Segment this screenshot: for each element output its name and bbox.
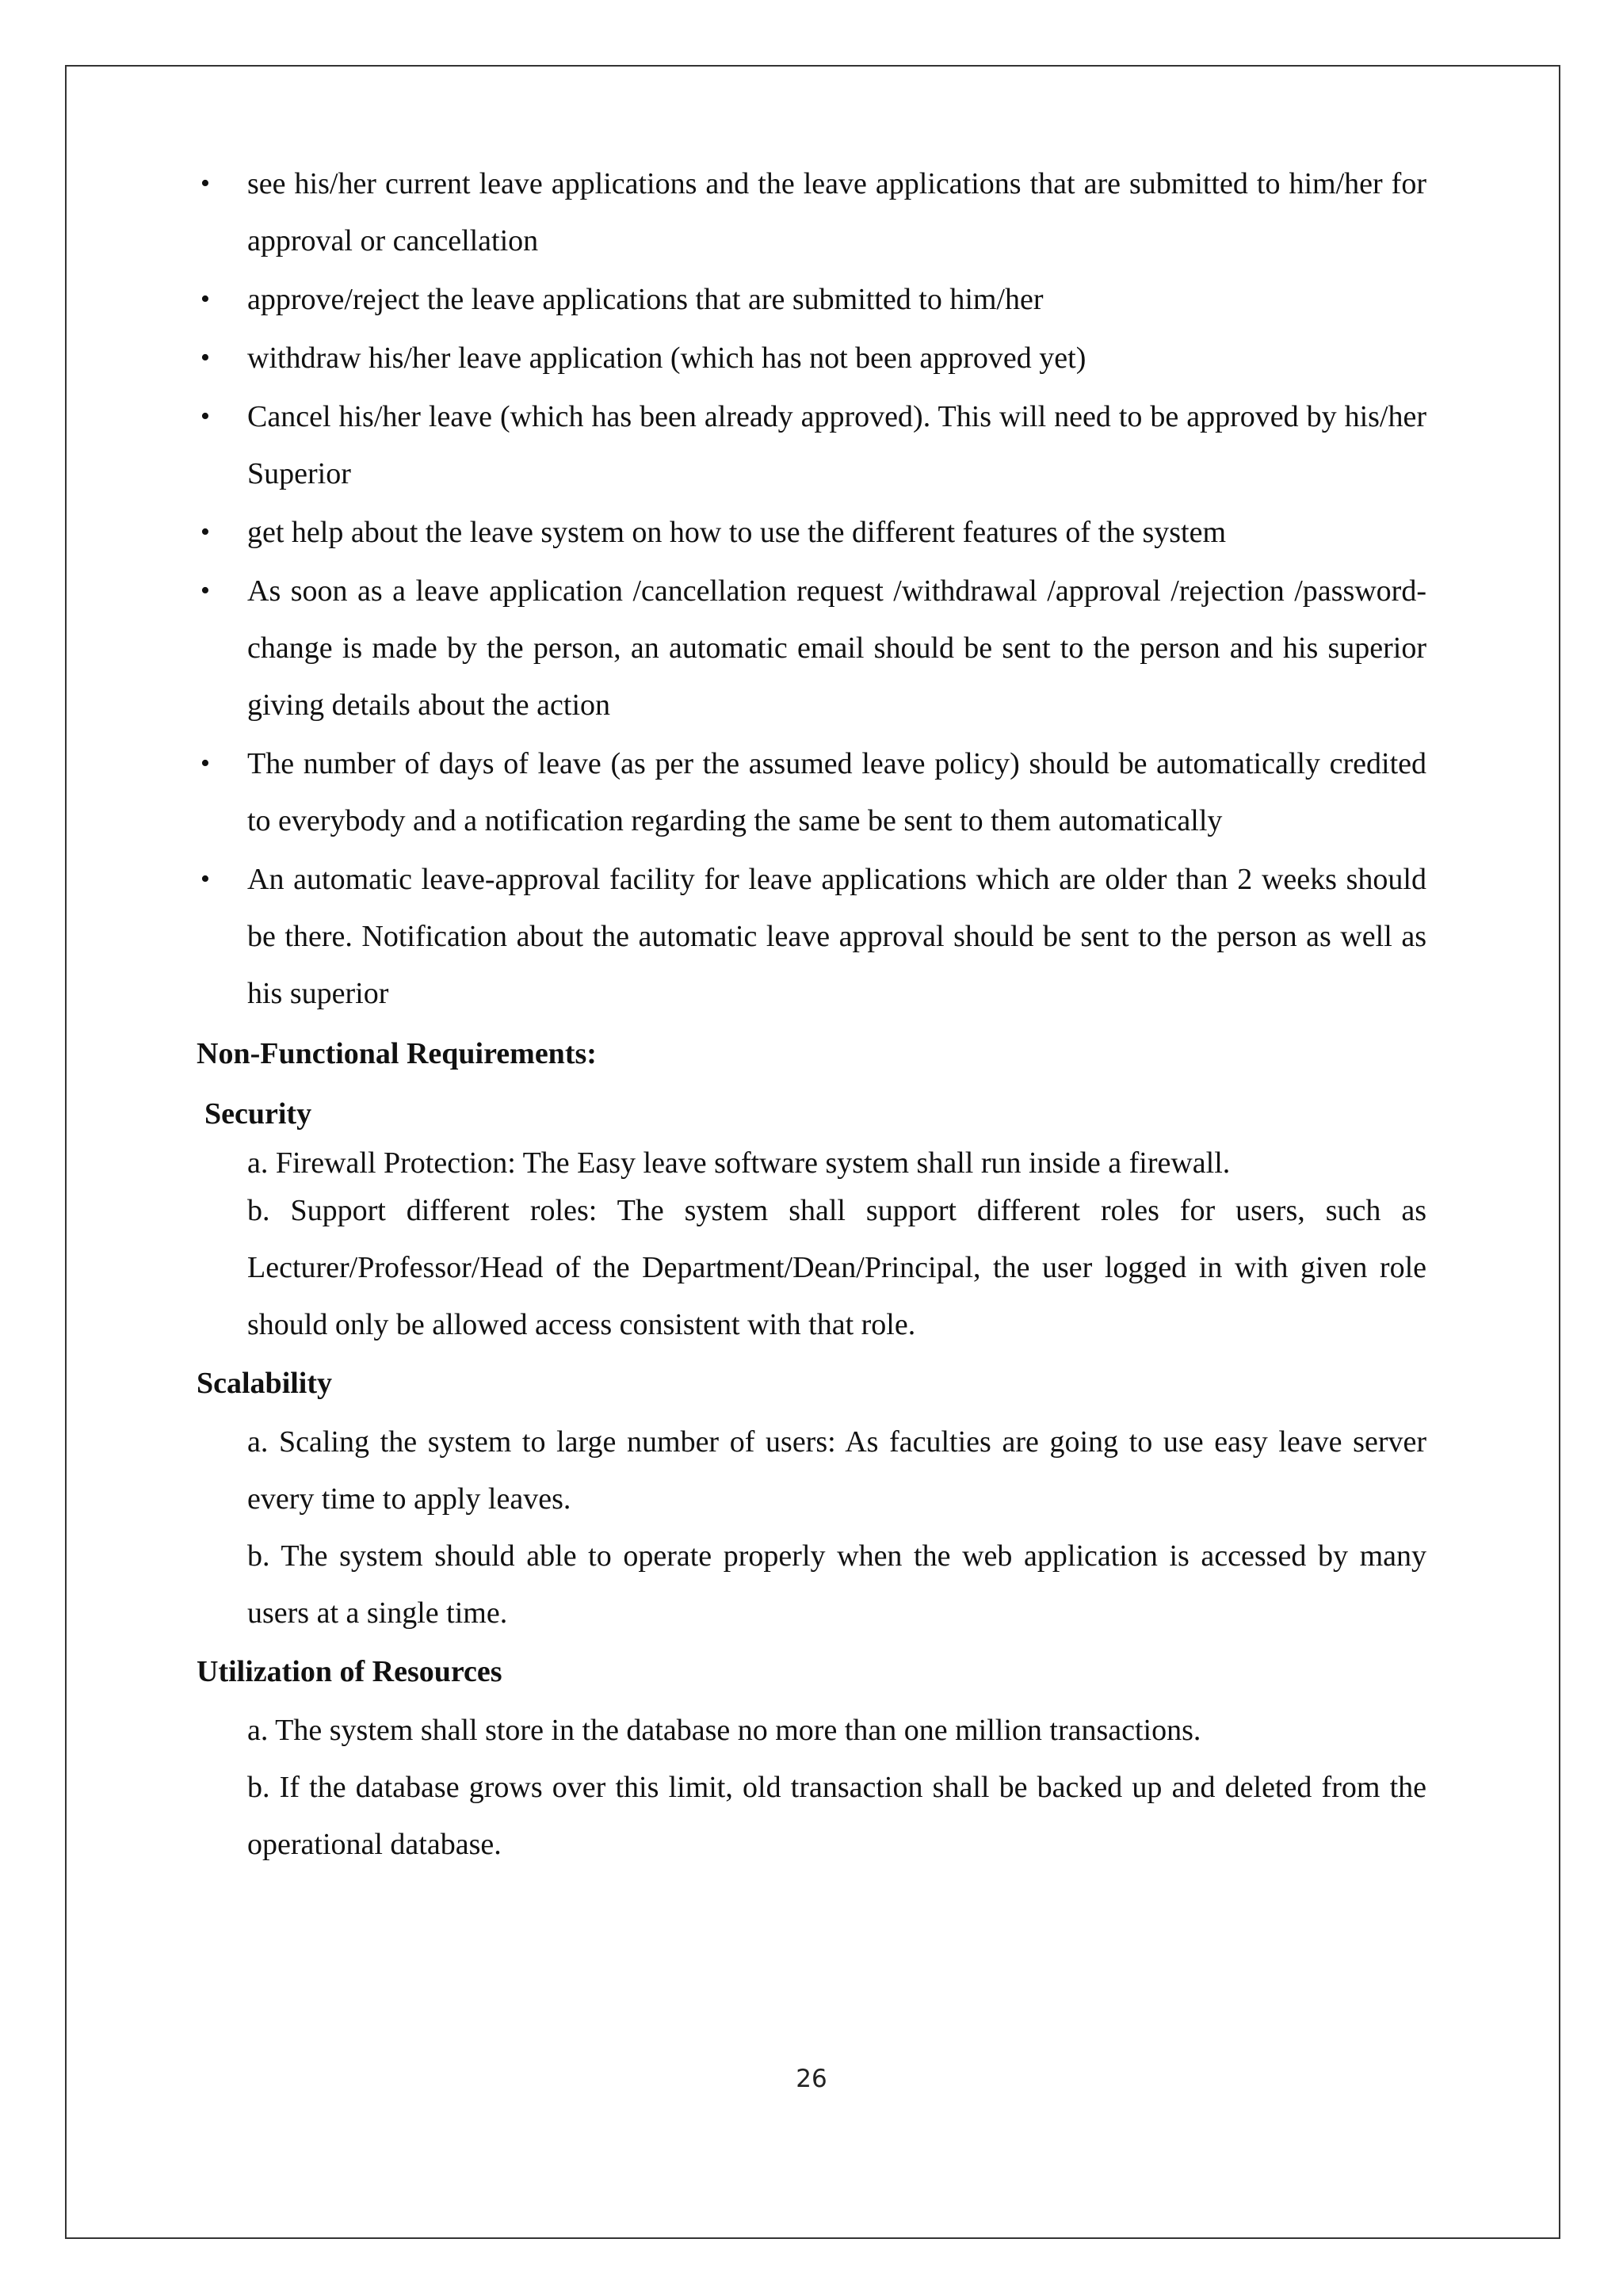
nfr-heading: Non-Functional Requirements:: [197, 1037, 597, 1070]
list-item-text: withdraw his/her leave application (which has not been approved yet): [247, 341, 1086, 375]
requirements-bullet-list: [197, 155, 1426, 1022]
list-item: [197, 851, 1426, 1022]
list-item-text: see his/her current leave applications and the leave applications that are submitted to him/her for approval or cancellation: [247, 167, 1426, 257]
list-item: [197, 330, 1426, 387]
list-item: [197, 504, 1426, 561]
bullet-icon: •: [200, 864, 210, 894]
list-item-text: An automatic leave-approval facility for leave applications which are older than 2 weeks should be there. Notification about the automatic leave approval should be sent to the person as well as his superior: [247, 863, 1426, 1010]
list-item: [197, 735, 1426, 849]
scalability-item-b: b. The system should able to operate properly when the web application is accessed by many users at a single time.: [247, 1539, 1426, 1630]
list-item-text: As soon as a leave application /cancellation request /withdrawal /approval /rejection /password-change is made by the person, an automatic email should be sent to the person and his superior giving details about the action: [247, 574, 1426, 722]
security-item-b: b. Support different roles: The system shall support different roles for users, such as Lecturer/Professor/Head of the Department/Dean/Principal, the user logged in with given role should only be allowed access consistent with that role.: [247, 1194, 1426, 1341]
list-item-text: Cancel his/her leave (which has been already approved). This will need to be approved by his/her Superior: [247, 400, 1426, 490]
list-item-text: get help about the leave system on how to use the different features of the system: [247, 516, 1226, 549]
scalability-item-a: a. Scaling the system to large number of users: As faculties are going to use easy leave server every time to apply leaves.: [247, 1425, 1426, 1516]
bullet-icon: •: [200, 402, 210, 431]
utilization-heading: Utilization of Resources: [197, 1655, 502, 1688]
bullet-icon: •: [200, 284, 210, 314]
bullet-icon: •: [200, 343, 210, 372]
bullet-icon: •: [200, 169, 210, 198]
utilization-item-b: b. If the database grows over this limit, old transaction shall be backed up and deleted from the operational database.: [247, 1771, 1426, 1861]
security-item-a: a. Firewall Protection: The Easy leave software system shall run inside a firewall.: [247, 1146, 1231, 1180]
bullet-icon: •: [200, 576, 210, 605]
document-body: [197, 155, 1426, 1873]
list-item: [197, 271, 1426, 328]
list-item: [197, 388, 1426, 502]
bullet-icon: •: [200, 517, 210, 547]
scalability-heading: Scalability: [197, 1367, 333, 1400]
page-number: 26: [796, 2065, 827, 2093]
list-item-text: approve/reject the leave applications that are submitted to him/her: [247, 283, 1044, 316]
list-item: [197, 155, 1426, 269]
list-item: [197, 563, 1426, 734]
bullet-icon: •: [200, 749, 210, 778]
security-heading: Security: [204, 1097, 312, 1131]
utilization-item-a: a. The system shall store in the database no more than one million transactions.: [247, 1714, 1201, 1747]
list-item-text: The number of days of leave (as per the assumed leave policy) should be automatically credited to everybody and a notification regarding the same be sent to them automatically: [247, 747, 1426, 837]
